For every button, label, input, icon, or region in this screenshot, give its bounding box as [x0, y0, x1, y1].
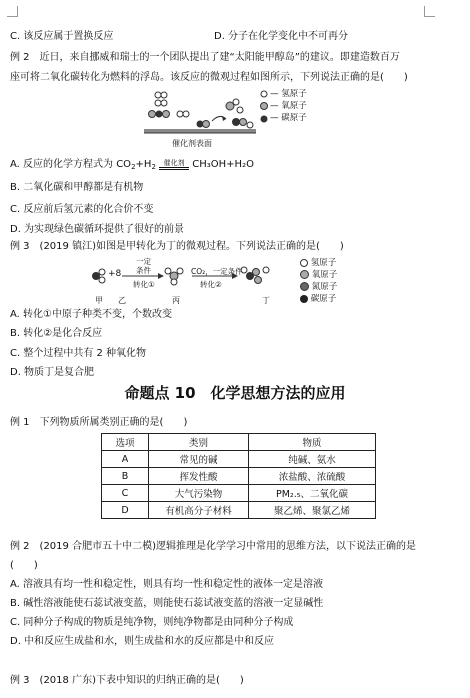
- table-cell: 有机高分子材料: [149, 502, 249, 519]
- ex2b-option-a: A. 溶液具有均一性和稳定性，则具有均一性和稳定性的液体一定是溶液: [10, 579, 324, 590]
- ex3b-line1: 例 3 (2018 广东)下表中知识的归纳正确的是( ): [10, 675, 244, 686]
- catalyst-condition: 催化剂: [163, 158, 185, 167]
- section-heading: 命题点 10 化学思想方法的应用: [124, 384, 346, 402]
- label-jia: 甲: [95, 296, 103, 305]
- ex2-line2: 座可将二氧化碳转化为燃料的浮岛。该反应的微观过程如图所示，下列说法正确的是( ): [10, 72, 408, 83]
- table-header-cell: 物质: [249, 434, 376, 451]
- ex2-option-a: A. 反应的化学方程式为 $CO_2+H_2$ 催化剂 CH₃OH+H₂O: [10, 158, 254, 171]
- ex2b-option-b: B. 碱性溶液能使石蕊试液变蓝，则能使石蕊试液变蓝的溶液一定显碱性: [10, 598, 324, 609]
- table-row: [102, 502, 376, 519]
- ex3-legend-hydrogen: 氢原子: [300, 257, 337, 269]
- label-yi: 乙: [118, 296, 126, 305]
- crop-mark-right: [424, 6, 435, 17]
- table-cell: 聚乙烯、聚氯乙烯: [249, 502, 376, 519]
- ex1-line1: 例 1 下列物质所属类别正确的是( ): [10, 417, 188, 428]
- table-row: [102, 468, 376, 485]
- table-row: [102, 451, 376, 468]
- legend-carbon: — 碳原子: [270, 113, 307, 123]
- ex2b-line2: ( ): [10, 560, 38, 571]
- ex3-legend-nitrogen: 氮原子: [300, 281, 337, 293]
- table-header-cell: 类别: [149, 434, 249, 451]
- table-cell: PM₂.₅、二氧化碳: [249, 485, 376, 502]
- ex2-option-a-pre: A. 反应的化学方程式为 CO: [10, 159, 132, 170]
- label-bing: 丙: [172, 296, 180, 305]
- table-header-cell: 选项: [102, 434, 149, 451]
- ex2-legend: [270, 88, 307, 124]
- oxygen-atom-icon: [300, 270, 309, 279]
- ex3-legend: [300, 257, 337, 305]
- ex2b-line1: 例 2 (2019 合肥市五十中二模)逻辑推理是化学学习中常用的思维方法，以下说法正确的是: [10, 541, 416, 552]
- table-cell: B: [102, 468, 149, 485]
- ex2b-option-d: D. 中和反应生成盐和水，则生成盐和水的反应都是中和反应: [10, 636, 275, 647]
- ex2-option-b: B. 二氧化碳和甲醇都是有机物: [10, 182, 144, 193]
- nitrogen-atom-icon: [300, 282, 309, 291]
- cond2-top: CO₂，一定条件: [191, 267, 243, 276]
- table-cell: 纯碱、氨水: [249, 451, 376, 468]
- catalyst-surface-label: 催化剂表面: [172, 139, 212, 148]
- table-cell: 浓盐酸、浓硫酸: [249, 468, 376, 485]
- table-cell: 大气污染物: [149, 485, 249, 502]
- table-row: [102, 485, 376, 502]
- table-cell: 挥发性酸: [149, 468, 249, 485]
- ex3-option-a: A. 转化①中原子种类不变，个数改变: [10, 309, 172, 320]
- table-cell: D: [102, 502, 149, 519]
- hydrogen-atom-icon: [300, 259, 308, 267]
- ex3-option-c: C. 整个过程中共有 2 种氧化物: [10, 348, 147, 359]
- option-c-top: C. 该反应属于置换反应: [10, 31, 114, 42]
- cond1-bottom: 转化①: [133, 280, 155, 289]
- carbon-atom-icon: [300, 295, 308, 303]
- option-d-top: D. 分子在化学变化中不可再分: [214, 31, 349, 42]
- ex3-line1: 例 3 (2019 镇江)如图是甲转化为丁的微观过程。下列说法正确的是( ): [10, 241, 344, 252]
- table-cell: A: [102, 451, 149, 468]
- category-table: [101, 433, 376, 519]
- ex3-legend-carbon: 碳原子: [300, 293, 337, 305]
- ex3-option-b: B. 转化②是化合反应: [10, 328, 103, 339]
- legend-oxygen: — 氧原子: [270, 101, 307, 111]
- ex2-option-c: C. 反应前后氢元素的化合价不变: [10, 204, 154, 215]
- table-cell: 常见的碱: [149, 451, 249, 468]
- crop-mark-left: [7, 6, 18, 17]
- ex3-legend-oxygen: 氧原子: [300, 269, 337, 281]
- ex2-option-a-post: CH₃OH+H₂O: [192, 159, 254, 170]
- label-ding: 丁: [262, 296, 270, 305]
- table-cell: C: [102, 485, 149, 502]
- ex2-line1: 例 2 近日，来自挪威和瑞士的一个团队提出了建“太阳能甲醇岛”的建议。即建造数百万: [10, 52, 400, 63]
- cond1-mid: 条件: [136, 266, 151, 275]
- ex3-plus-h2: +8: [108, 269, 122, 279]
- legend-hydrogen: — 氢原子: [270, 89, 307, 99]
- ex3-option-d: D. 物质丁是复合肥: [10, 367, 95, 378]
- ex2-option-d: D. 为实现绿色碳循环提供了很好的前景: [10, 224, 185, 235]
- table-header-row: [102, 434, 376, 451]
- cond1-top: 一定: [136, 257, 151, 266]
- cond2-bottom: 转化②: [200, 280, 222, 289]
- reaction-arrow: [159, 167, 189, 170]
- ex2b-option-c: C. 同种分子构成的物质是纯净物，则纯净物都是由同种分子构成: [10, 617, 294, 628]
